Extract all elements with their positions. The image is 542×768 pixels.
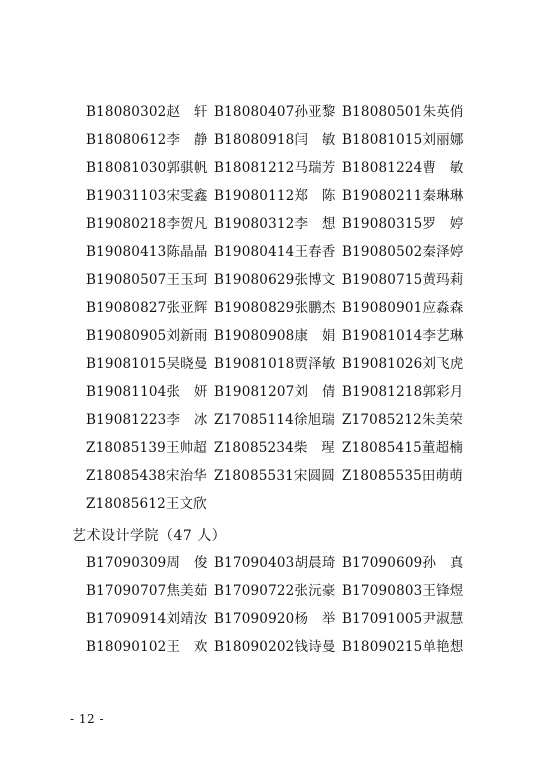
student-name: 李 冰 — [166, 412, 208, 428]
student-id: B19081018 — [214, 356, 295, 372]
student-name: 马瑞芳 — [294, 160, 336, 176]
student-entry — [342, 466, 470, 486]
student-id: B19080901 — [342, 300, 423, 316]
student-name: 尹淑慧 — [422, 611, 464, 627]
student-entry — [86, 158, 214, 178]
student-name: 赵 轩 — [166, 104, 208, 120]
student-id: B18090102 — [86, 639, 167, 655]
student-id: Z17085212 — [342, 412, 422, 428]
student-entry — [342, 410, 470, 430]
student-entry — [86, 410, 214, 430]
student-entry — [86, 102, 214, 122]
student-name: 秦琳琳 — [422, 188, 464, 204]
list-row — [86, 126, 476, 154]
student-entry — [86, 214, 214, 234]
student-id: B18081015 — [342, 132, 423, 148]
student-id: B18080302 — [86, 104, 167, 120]
student-name: 王玉珂 — [166, 272, 208, 288]
student-name: 李 想 — [294, 216, 336, 232]
student-name: 黄玛莉 — [422, 272, 464, 288]
student-name: 钱诗曼 — [294, 639, 336, 655]
student-id: B19081104 — [86, 384, 167, 400]
list-row — [86, 605, 476, 633]
student-id: B17091005 — [342, 611, 423, 627]
student-entry — [214, 354, 342, 374]
student-entry — [342, 158, 470, 178]
student-entry — [86, 609, 214, 629]
student-id: Z18085139 — [86, 440, 166, 456]
student-id: B19081223 — [86, 412, 167, 428]
student-name: 王 欢 — [166, 639, 208, 655]
student-name: 宋治华 — [165, 468, 208, 484]
student-id: B17090403 — [214, 555, 295, 571]
student-id: B19080211 — [342, 188, 423, 204]
student-id: B19080629 — [214, 272, 295, 288]
student-id: B19080827 — [86, 300, 167, 316]
student-id: B19080414 — [214, 244, 295, 260]
student-entry — [342, 354, 470, 374]
student-name: 曹 敏 — [422, 160, 464, 176]
student-id: B17090722 — [214, 583, 295, 599]
student-entry — [342, 326, 470, 346]
student-name: 秦泽婷 — [422, 244, 464, 260]
student-name: 董超楠 — [421, 440, 464, 456]
student-id: B17090707 — [86, 583, 167, 599]
student-entry — [86, 354, 214, 374]
student-entry — [214, 637, 342, 657]
list-row — [86, 434, 476, 462]
student-id: B19080413 — [86, 244, 167, 260]
student-name: 陈晶晶 — [166, 244, 208, 260]
student-id: B19080905 — [86, 328, 167, 344]
student-name: 李艺琳 — [422, 328, 464, 344]
student-name: 张博文 — [294, 272, 336, 288]
student-name: 刘丽娜 — [422, 132, 464, 148]
student-name: 朱英俏 — [422, 104, 464, 120]
student-entry — [342, 214, 470, 234]
list-row — [86, 490, 476, 518]
student-entry — [214, 242, 342, 262]
student-id: B17090309 — [86, 555, 167, 571]
student-entry — [342, 270, 470, 290]
student-name: 田萌萌 — [421, 468, 464, 484]
student-id: Z18085535 — [342, 468, 422, 484]
student-id: B17090803 — [342, 583, 423, 599]
student-entry — [86, 494, 214, 514]
student-entry — [342, 609, 470, 629]
list-row — [86, 350, 476, 378]
student-entry — [86, 186, 214, 206]
student-name: 刘 倩 — [294, 384, 336, 400]
student-entry — [86, 466, 214, 486]
student-entry — [214, 326, 342, 346]
student-entry — [86, 553, 214, 573]
student-name: 李贺凡 — [166, 216, 208, 232]
student-entry — [86, 637, 214, 657]
list-row — [86, 633, 476, 661]
list-row — [86, 266, 476, 294]
student-name: 康 娟 — [294, 328, 336, 344]
section-heading: 艺术设计学院（47 人） — [72, 528, 227, 544]
student-list-block-art-design — [86, 549, 476, 661]
list-row — [86, 577, 476, 605]
student-id: B19080502 — [342, 244, 423, 260]
list-row — [86, 210, 476, 238]
student-entry — [214, 214, 342, 234]
student-name: 罗 婷 — [422, 216, 464, 232]
student-id: B18080501 — [342, 104, 423, 120]
list-row — [86, 154, 476, 182]
student-name: 柴 瑆 — [293, 440, 336, 456]
student-entry — [342, 130, 470, 150]
student-id: Z18085415 — [342, 440, 422, 456]
student-id: B19081026 — [342, 356, 423, 372]
student-id: B19080315 — [342, 216, 423, 232]
student-entry — [342, 637, 470, 657]
student-entry — [214, 298, 342, 318]
student-id: B19080829 — [214, 300, 295, 316]
student-id: B18080407 — [214, 104, 295, 120]
student-id: B18081224 — [342, 160, 423, 176]
student-name: 王锋煜 — [422, 583, 464, 599]
student-entry — [214, 158, 342, 178]
student-id: B19081015 — [86, 356, 167, 372]
student-id: B19081207 — [214, 384, 295, 400]
student-name: 刘飞虎 — [422, 356, 464, 372]
student-name: 刘新雨 — [166, 328, 208, 344]
student-id: B19080715 — [342, 272, 423, 288]
list-row — [86, 238, 476, 266]
student-entry — [214, 410, 342, 430]
student-list-block — [86, 98, 476, 518]
student-name: 孙亚黎 — [294, 104, 336, 120]
student-entry — [86, 130, 214, 150]
student-entry — [86, 270, 214, 290]
student-id: B19080312 — [214, 216, 295, 232]
student-id: B18080918 — [214, 132, 295, 148]
student-id: B18090202 — [214, 639, 295, 655]
student-name: 王春香 — [294, 244, 336, 260]
student-entry — [214, 581, 342, 601]
student-entry — [214, 553, 342, 573]
student-entry — [342, 581, 470, 601]
student-id: Z18085438 — [86, 468, 166, 484]
student-name: 胡晨琦 — [294, 555, 336, 571]
student-id: B18081030 — [86, 160, 167, 176]
student-id: B19080908 — [214, 328, 295, 344]
student-name: 李 静 — [166, 132, 208, 148]
list-row — [86, 406, 476, 434]
student-entry — [214, 270, 342, 290]
student-entry — [342, 382, 470, 402]
student-id: Z17085114 — [214, 412, 294, 428]
student-entry — [214, 609, 342, 629]
list-row — [86, 462, 476, 490]
list-row — [86, 98, 476, 126]
list-row — [86, 322, 476, 350]
student-entry — [214, 466, 342, 486]
student-name: 贾泽敏 — [294, 356, 336, 372]
student-name: 郭骐帆 — [166, 160, 208, 176]
student-entry — [86, 438, 214, 458]
student-id: B19080112 — [214, 188, 295, 204]
student-name: 朱美荣 — [421, 412, 464, 428]
student-entry — [86, 298, 214, 318]
student-id: B17090914 — [86, 611, 167, 627]
list-row — [86, 294, 476, 322]
student-entry — [214, 382, 342, 402]
list-row — [86, 549, 476, 577]
student-id: B17090920 — [214, 611, 295, 627]
student-name: 焦美茹 — [166, 583, 208, 599]
student-entry — [342, 242, 470, 262]
student-name: 郭彩月 — [422, 384, 464, 400]
page-number: - 12 - — [70, 712, 105, 726]
student-entry — [342, 186, 470, 206]
student-id: B18090215 — [342, 639, 423, 655]
student-id: B19080218 — [86, 216, 167, 232]
student-name: 孙 真 — [422, 555, 464, 571]
student-name: 单艳想 — [422, 639, 464, 655]
student-name: 王文欣 — [165, 496, 208, 512]
student-name: 刘靖汝 — [166, 611, 208, 627]
student-name: 张亚辉 — [166, 300, 208, 316]
student-id: B19031103 — [86, 188, 167, 204]
student-id: Z18085612 — [86, 496, 166, 512]
student-name: 应淼森 — [422, 300, 464, 316]
student-id: B18080612 — [86, 132, 167, 148]
student-name: 张 妍 — [166, 384, 208, 400]
list-row — [86, 182, 476, 210]
student-name: 宋雯鑫 — [166, 188, 208, 204]
student-name: 闫 敏 — [294, 132, 336, 148]
student-entry — [214, 102, 342, 122]
student-name: 张沅豪 — [294, 583, 336, 599]
student-id: B19080507 — [86, 272, 167, 288]
student-name: 徐旭瑞 — [293, 412, 336, 428]
student-id: Z18085531 — [214, 468, 294, 484]
list-row — [86, 378, 476, 406]
student-entry — [342, 438, 470, 458]
student-entry — [214, 438, 342, 458]
student-entry — [86, 382, 214, 402]
student-name: 王帅超 — [165, 440, 208, 456]
student-name: 周 俊 — [166, 555, 208, 571]
student-entry — [214, 186, 342, 206]
student-name: 吴晓曼 — [166, 356, 208, 372]
student-entry — [342, 298, 470, 318]
student-name: 宋圆圆 — [293, 468, 336, 484]
student-entry — [86, 242, 214, 262]
student-entry — [342, 553, 470, 573]
student-id: Z18085234 — [214, 440, 294, 456]
student-id: B17090609 — [342, 555, 423, 571]
student-name: 杨 举 — [294, 611, 336, 627]
student-entry — [86, 326, 214, 346]
student-entry — [214, 130, 342, 150]
student-id: B19081014 — [342, 328, 423, 344]
student-id: B18081212 — [214, 160, 295, 176]
student-name: 张鹏杰 — [294, 300, 336, 316]
student-entry — [342, 102, 470, 122]
student-name: 郑 陈 — [294, 188, 336, 204]
student-entry — [86, 581, 214, 601]
student-id: B19081218 — [342, 384, 423, 400]
